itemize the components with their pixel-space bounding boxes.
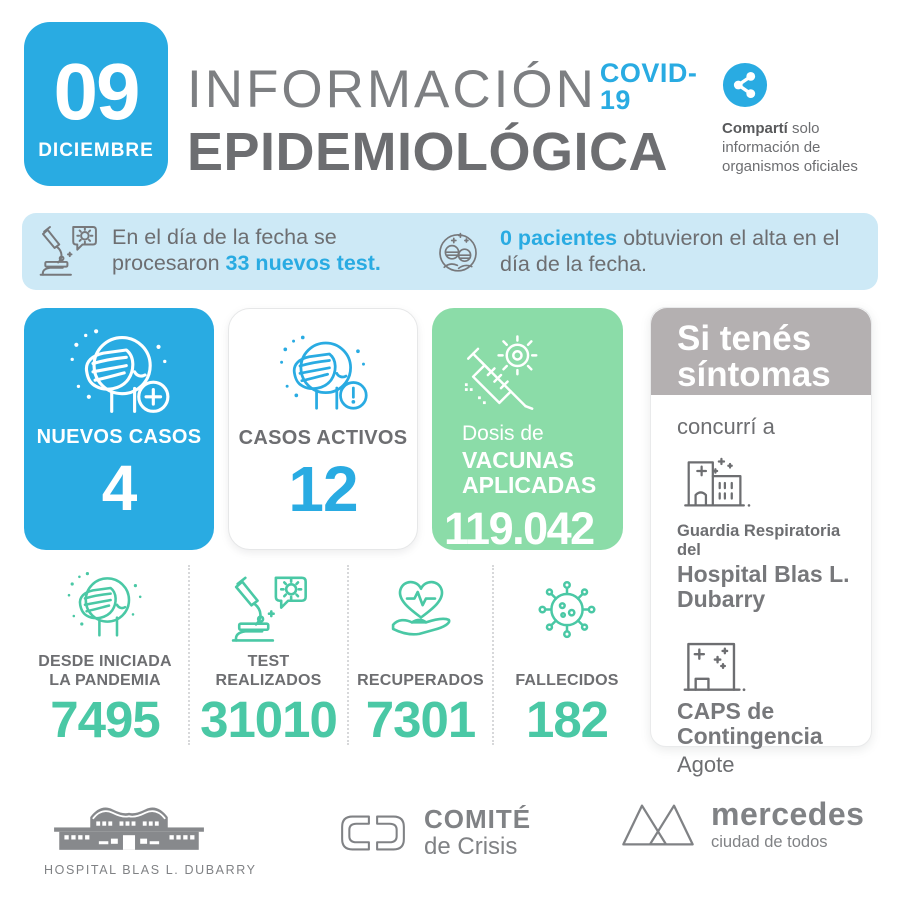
vacunas-label-light: Dosis de (462, 422, 544, 445)
comite-label-line1: COMITÉ (424, 804, 532, 834)
title-sub: EPIDEMIOLÓGICA (187, 122, 669, 182)
discharges-count: 0 pacientes (500, 225, 618, 250)
stat-tests-label: TEST REALIZADOS (215, 652, 322, 690)
hospital-building-icon (677, 452, 765, 514)
stats-row (22, 565, 642, 748)
casos-activos-value: 12 (288, 453, 358, 525)
hospital-logo-label: HOSPITAL BLAS L. DUBARRY (44, 863, 257, 877)
stat-fallecidos-label: FALLECIDOS (515, 672, 619, 690)
comite-brackets-icon (337, 811, 409, 855)
stat-fallecidos (492, 565, 640, 748)
share-caption-rest: solo información de organismos oficiales (722, 120, 858, 176)
vacunas-card (432, 308, 623, 554)
stat-pandemia-value: 7495 (50, 691, 160, 748)
stat-recuperados-label: RECUPERADOS (357, 672, 484, 690)
stat-fallecidos-value: 182 (525, 691, 609, 748)
mercedes-m-icon (618, 792, 698, 856)
hospital-logo (44, 793, 257, 877)
share-icon[interactable] (722, 62, 768, 108)
share-block (722, 62, 880, 176)
mercedes-label-line1: mercedes (711, 795, 865, 832)
date-month: DICIEMBRE (38, 140, 154, 161)
masked-person-alert-icon (271, 331, 375, 423)
symptoms-title: Si tenés síntomas (651, 308, 871, 395)
clinic-building-icon (677, 635, 749, 697)
casos-activos-card (228, 308, 418, 550)
masked-person-icon (61, 568, 149, 648)
vacunas-label-bold: VACUNAS APLICADAS (462, 447, 597, 498)
discharges-text (500, 225, 868, 277)
date-day: 09 (53, 47, 139, 136)
virus-icon (528, 569, 606, 647)
microscope-bubble-icon (36, 221, 100, 279)
hospital-building-silhouette-icon (46, 793, 212, 855)
tests-prefix: En el día de la fecha se procesaron (112, 224, 337, 275)
microscope-icon (227, 570, 311, 646)
masked-person-plus-icon (60, 324, 178, 428)
place1-label: Guardia Respiratoria del (677, 522, 841, 559)
tests-text (112, 224, 428, 276)
mercedes-label-line2: ciudad de todos (711, 832, 828, 851)
stat-tests-value: 31010 (200, 691, 337, 748)
stat-pandemia-label: DESDE INICIADA LA PANDEMIA (38, 652, 172, 690)
share-caption-bold: Compartí (722, 120, 788, 137)
nuevos-casos-label: NUEVOS CASOS (36, 426, 202, 448)
share-caption (722, 119, 880, 176)
discharges-summary (428, 221, 868, 281)
page-title (187, 58, 707, 182)
patients-circle-icon (428, 221, 488, 281)
stat-pandemia (22, 565, 188, 748)
symptoms-subtitle: concurrí a (677, 414, 775, 439)
mercedes-logo (618, 792, 864, 856)
covid-tag: COVID-19 (599, 58, 698, 115)
symptoms-card (650, 307, 872, 778)
heart-hand-icon (379, 569, 463, 647)
place1-name: Hospital Blas L. Dubarry (677, 561, 850, 613)
nuevos-casos-card (24, 308, 214, 550)
title-main: INFORMACIÓN (187, 60, 597, 119)
tests-summary (36, 221, 428, 279)
vacunas-value: 119.042 (444, 502, 594, 554)
stat-recuperados (347, 565, 492, 748)
date-box (24, 22, 168, 186)
syringe-virus-icon (460, 334, 542, 412)
comite-de-crisis-logo (337, 806, 531, 859)
stat-recuperados-value: 7301 (365, 691, 476, 748)
nuevos-casos-value: 4 (101, 452, 137, 524)
stat-tests (188, 565, 347, 748)
place2-name: CAPS de Contingencia (677, 697, 823, 749)
comite-label-line2: de Crisis (424, 833, 518, 860)
place2-location: Agote (677, 752, 735, 778)
casos-activos-label: CASOS ACTIVOS (238, 427, 408, 449)
daily-summary-banner (22, 213, 878, 290)
tests-count: 33 nuevos test. (225, 251, 381, 275)
discharges-suffix: obtuvieron el alta en el día de la fecha. (500, 225, 840, 276)
